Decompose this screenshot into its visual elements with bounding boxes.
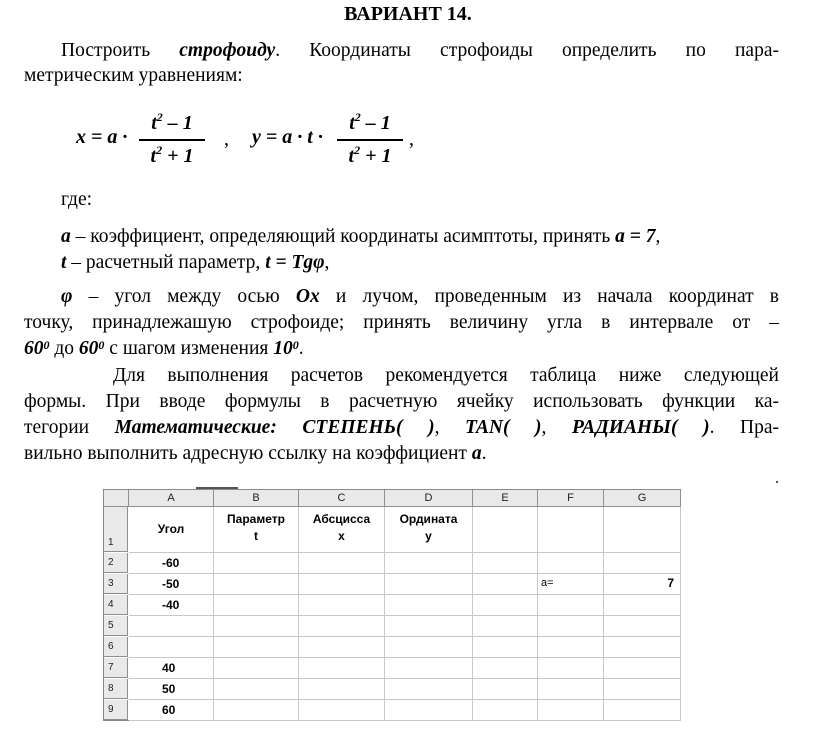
coef-label-cell: a= (541, 577, 554, 589)
sheet-cell (299, 595, 385, 616)
def-t: t – расчетный параметр, t = Tgφ, (61, 252, 330, 273)
coef-value-cell: 7 (667, 576, 674, 590)
angle-cell: 40 (162, 661, 176, 675)
sheet-cell (538, 507, 604, 553)
col-header-f: F (538, 490, 604, 507)
page-title: ВАРИАНТ 14. (344, 3, 472, 25)
row-header-8: 8 (104, 679, 128, 699)
sheet-cell (385, 553, 473, 574)
sheet-cell (214, 616, 299, 637)
header-ordinate: Ордината y (399, 512, 458, 543)
sheet-cell (473, 507, 538, 553)
def-phi-line-3: $60^0$ до $60^0$ с шагом изменения $10^0$. (24, 338, 304, 359)
sheet-cell (538, 700, 604, 721)
row-header-6: 6 (104, 637, 128, 657)
sheet-cell (604, 637, 681, 658)
sheet-cell (385, 595, 473, 616)
sheet-cell (473, 616, 538, 637)
angle-cell: 50 (162, 682, 176, 696)
sheet-cell (214, 595, 299, 616)
sheet-cell (538, 616, 604, 637)
sheet-cell (129, 637, 214, 658)
sheet-cell (299, 553, 385, 574)
header-parameter: Параметр t (227, 512, 285, 543)
intro-term: строфоиду (179, 40, 276, 61)
x-fraction (139, 110, 205, 171)
col-header-d: D (385, 490, 473, 507)
parametric-equations (0, 110, 816, 172)
row-header-4: 4 (104, 595, 128, 615)
sheet-cell (538, 553, 604, 574)
row-header-1: 1 (104, 507, 128, 552)
x-numerator: $t^2 - 1$ (151, 110, 193, 134)
sheet-cell (473, 595, 538, 616)
y-numerator: $t^2 - 1$ (349, 110, 391, 134)
separator-comma-2: , (409, 128, 414, 150)
header-angle: Угол (157, 522, 185, 536)
where-label: где: (61, 189, 93, 210)
sheet-cell (385, 700, 473, 721)
row-header-5: 5 (104, 616, 128, 636)
sheet-cell (538, 637, 604, 658)
y-equation-lhs: y = a · t · (252, 126, 323, 148)
sheet-cell (604, 595, 681, 616)
intro-text-before: Построить (61, 40, 180, 61)
y-denominator: $t^2 + 1$ (348, 142, 392, 167)
sheet-cell (604, 616, 681, 637)
sheet-cell (604, 679, 681, 700)
para2-line-1: Для выполнения расчетов рекомендуется таблица ниже следующей (113, 365, 779, 386)
sheet-cell (473, 553, 538, 574)
separator-comma-1: , (224, 128, 229, 150)
para2-line-2: формы. При вводе формулы в расчетную ячейку использовать функции ка- (24, 391, 779, 412)
sheet-cell (385, 658, 473, 679)
sheet-corner (104, 490, 129, 507)
def-phi-line-2: точку, принадлежашую строфоиде; принять величину угла в интервале от – (24, 312, 779, 333)
sheet-cell (299, 658, 385, 679)
stray-dot (776, 481, 778, 483)
sheet-cell (473, 658, 538, 679)
sheet-cell (604, 700, 681, 721)
sheet-cell (385, 574, 473, 595)
para2-line-3: тегории Математические: СТЕПЕНЬ( ), TAN( ), РАДИАНЫ( ). Пра- (24, 417, 780, 438)
para2-line-4: вильно выполнить адресную ссылку на коэффициент a. (24, 443, 487, 464)
sheet-cell (473, 637, 538, 658)
sheet-cell (214, 658, 299, 679)
col-header-a: A (129, 490, 214, 507)
row-header-2: 2 (104, 553, 128, 573)
angle-cell: -50 (162, 577, 180, 591)
header-abscissa: Абсцисса x (312, 512, 371, 543)
sheet-cell (129, 616, 214, 637)
sheet-cell (214, 574, 299, 595)
col-header-c: C (299, 490, 385, 507)
sheet-cell (604, 553, 681, 574)
sheet-cell (299, 574, 385, 595)
sheet-cell (214, 553, 299, 574)
sheet-cell (385, 679, 473, 700)
sheet-cell (299, 616, 385, 637)
sheet-cell (385, 616, 473, 637)
sheet-cell (214, 679, 299, 700)
sheet-cell (299, 679, 385, 700)
col-header-g: G (604, 490, 681, 507)
y-fraction-bar (337, 139, 403, 141)
def-a: a – коэффициент, определяющий координаты асимптоты, принять a = 7, (61, 226, 661, 247)
row-header-7: 7 (104, 658, 128, 678)
sheet-cell (604, 507, 681, 553)
sheet-cell (538, 679, 604, 700)
sheet-cell (473, 574, 538, 595)
col-header-b: B (214, 490, 299, 507)
x-denominator: $t^2 + 1$ (150, 142, 194, 167)
spreadsheet-table (103, 489, 681, 721)
sheet-cell (473, 700, 538, 721)
sheet-cell (299, 637, 385, 658)
sheet-cell (473, 679, 538, 700)
angle-cell: 60 (162, 703, 176, 717)
intro-line-1 (61, 38, 779, 63)
angle-cell: -60 (162, 556, 180, 570)
row-header-3: 3 (104, 574, 128, 594)
sheet-cell (214, 637, 299, 658)
sheet-cell (538, 658, 604, 679)
def-phi-line-1: φ – угол между осью Ox и лучом, проведенным из начала координат в (61, 286, 780, 307)
x-equation-lhs: x = a · (76, 126, 128, 148)
x-fraction-bar (139, 139, 205, 141)
sheet-cell (214, 700, 299, 721)
sheet-cell (299, 700, 385, 721)
sheet-cell (385, 637, 473, 658)
row-header-9: 9 (104, 700, 128, 720)
intro-line-2: метрическим уравнениям: (24, 65, 243, 86)
sheet-cell (604, 658, 681, 679)
col-header-e: E (473, 490, 538, 507)
intro-text-after: . Координаты строфоиды определить по пара- (275, 40, 779, 61)
y-fraction (337, 110, 403, 171)
sheet-cell (538, 595, 604, 616)
angle-cell: -40 (162, 598, 180, 612)
